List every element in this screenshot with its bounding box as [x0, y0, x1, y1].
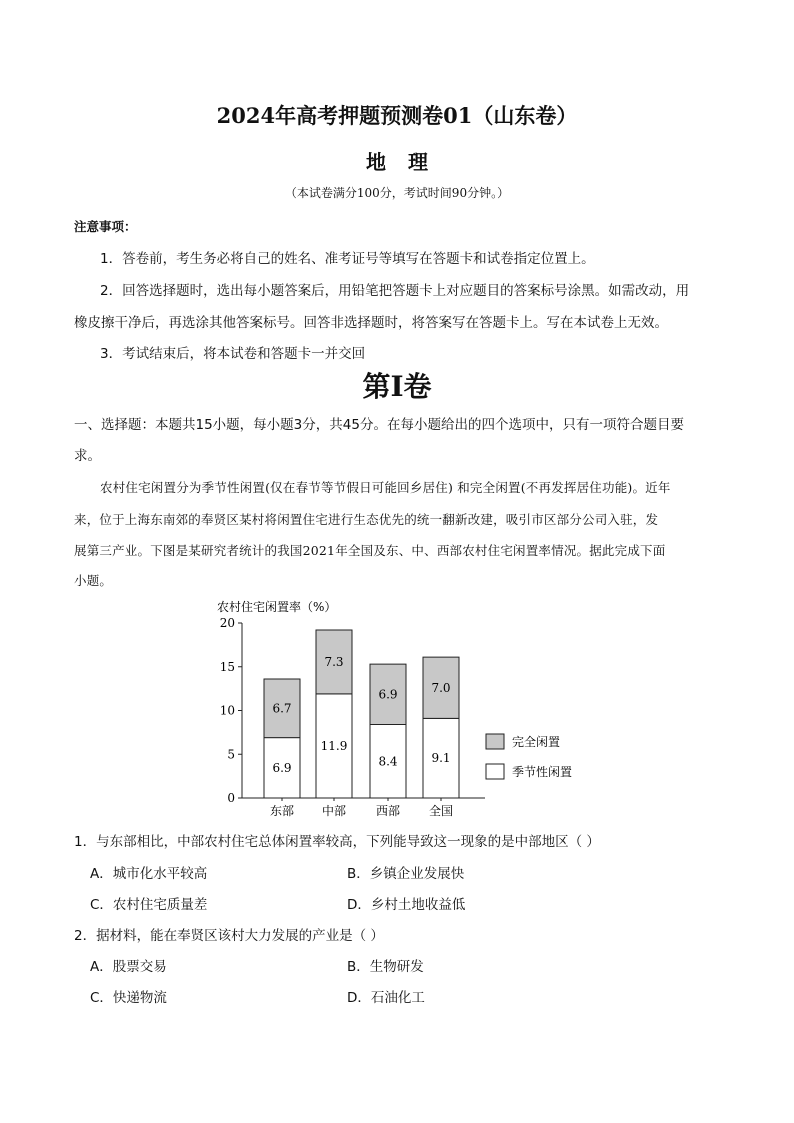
y-tick-label: 20: [219, 616, 235, 630]
y-tick-label: 0: [227, 791, 235, 805]
question-2-option-c[interactable]: C．快递物流: [90, 990, 167, 1006]
legend-swatch: [486, 734, 504, 749]
x-tick-label: 西部: [375, 804, 401, 818]
question-1-stem: 1．与东部相比，中部农村住宅总体闲置率较高，下列能导致这一现象的是中部地区（ ）: [74, 834, 600, 850]
data-label-complete: 7.3: [324, 654, 344, 669]
chart-title: 农村住宅闲置率（%）: [217, 600, 337, 614]
legend-swatch: [486, 764, 504, 779]
question-2-option-b[interactable]: B．生物研发: [347, 959, 424, 975]
material-line-1: 农村住宅闲置分为季节性闲置(仅在春节等节假日可能回乡居住) 和完全闲置(不再发挥居住功能)。近年: [100, 480, 671, 495]
paper-title: 2024年高考押题预测卷01（山东卷）: [216, 103, 578, 128]
notice-item-2-cont: 橡皮擦干净后，再选涂其他答案标号。回答非选择题时，将答案写在答题卡上。写在本试卷上无效。: [74, 315, 668, 331]
x-tick-label: 中部: [321, 804, 347, 818]
notice-item-2: 2．回答选择题时，选出每小题答案后，用铅笔把答题卡上对应题目的答案标号涂黑。如需改动，用: [100, 283, 690, 299]
material-line-4: 小题。: [74, 573, 113, 588]
question-2-option-d[interactable]: D．石油化工: [347, 990, 425, 1006]
data-label-seasonal: 11.9: [320, 738, 348, 753]
legend-label: 季节性闲置: [512, 765, 573, 779]
question-1-option-c[interactable]: C．农村住宅质量差: [90, 897, 208, 913]
material-line-2: 来，位于上海东南郊的奉贤区某村将闲置住宅进行生态优先的统一翻新改建，吸引市区部分公司入驻，发: [74, 512, 659, 527]
section-intro-line1: 一、选择题：本题共15小题，每小题3分，共45分。在每小题给出的四个选项中，只有一项符合题目要: [74, 417, 684, 433]
question-1-option-b[interactable]: B．乡镇企业发展快: [347, 866, 465, 882]
subject-title: 地理: [366, 150, 450, 174]
section-intro-line2: 求。: [74, 448, 101, 464]
y-tick-label: 10: [219, 703, 235, 718]
data-label-complete: 7.0: [431, 680, 451, 695]
legend-label: 完全闲置: [512, 735, 561, 749]
data-label-seasonal: 9.1: [431, 751, 451, 766]
data-label-seasonal: 8.4: [378, 754, 398, 769]
data-label-complete: 6.9: [378, 687, 398, 702]
notice-item-3: 3．考试结束后，将本试卷和答题卡一并交回: [100, 346, 366, 362]
question-2-option-a[interactable]: A．股票交易: [90, 959, 167, 975]
data-label-seasonal: 6.9: [272, 760, 292, 775]
notice-item-1: 1．答卷前，考生务必将自己的姓名、准考证号等填写在答题卡和试卷指定位置上。: [100, 251, 595, 267]
question-1-option-d[interactable]: D．乡村土地收益低: [347, 897, 466, 913]
y-tick-label: 15: [219, 659, 235, 674]
question-2-stem: 2．据材料，能在奉贤区该村大力发展的产业是（ ）: [74, 928, 384, 944]
notice-heading: 注意事项：: [74, 219, 137, 234]
x-tick-label: 东部: [269, 804, 295, 818]
y-tick-label: 5: [227, 747, 235, 762]
idle-rate-chart: [200, 595, 620, 820]
exam-info: （本试卷满分100分，考试时间90分钟。）: [284, 186, 510, 200]
x-tick-label: 全国: [428, 804, 454, 818]
material-line-3: 展第三产业。下图是某研究者统计的我国2021年全国及东、中、西部农村住宅闲置率情况。据此完成下面: [74, 543, 666, 558]
question-1-option-a[interactable]: A．城市化水平较高: [90, 866, 208, 882]
part-title: 第Ⅰ卷: [362, 370, 432, 403]
data-label-complete: 6.7: [272, 701, 292, 716]
